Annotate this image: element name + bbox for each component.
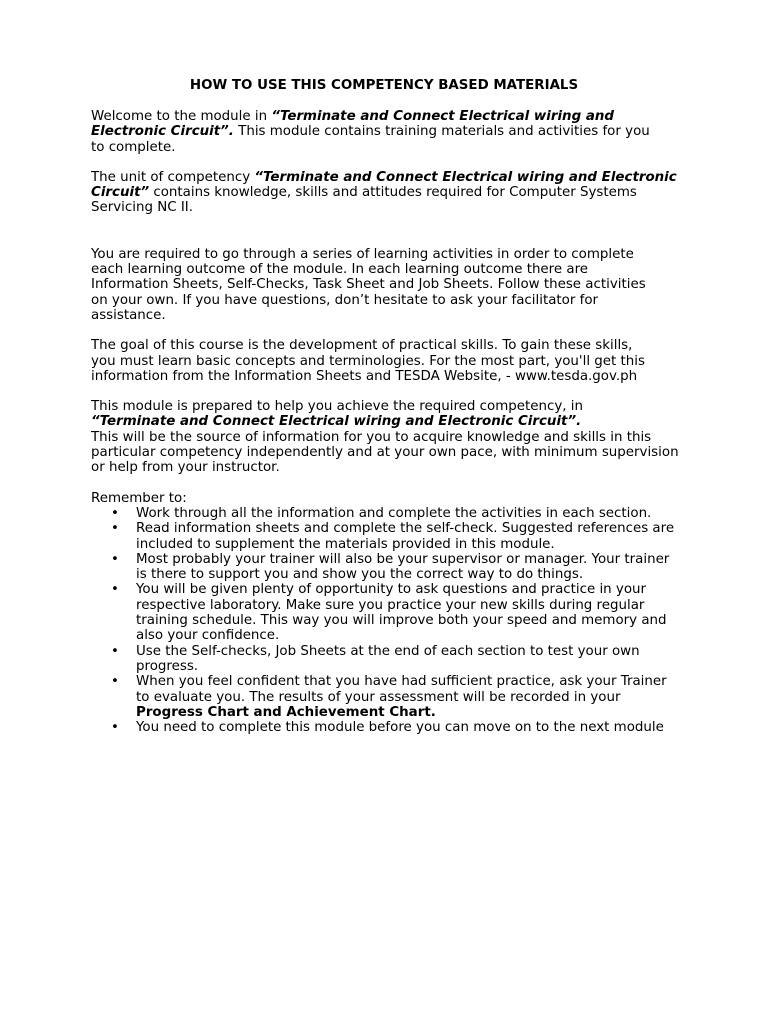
bullet-icon: • <box>111 521 119 537</box>
list-item <box>91 506 684 521</box>
list-item-text: Use the Self-checks, Job Sheets at the end of each section to test your own progress. <box>136 643 640 674</box>
purpose-text-cont: This will be the source of information for you to acquire knowledge and skills in this particular competency independently and at your own pace, with minimum supervision or help from your instructor. <box>91 429 679 476</box>
list-item-text: Most probably your trainer will also be your supervisor or manager. Your trainer is there to support you and show you the correct way to do things. <box>136 551 670 583</box>
intro-text: Welcome to the module in <box>91 109 272 124</box>
intro-text-cont: This module contains training materials and activities for you to complete. <box>91 124 650 155</box>
list-item-text: Work through all the information and complete the activities in each section. <box>136 505 652 521</box>
module-purpose-paragraph <box>91 399 691 475</box>
bullet-icon: • <box>111 582 119 598</box>
bullet-icon: • <box>111 505 119 521</box>
bullet-icon: • <box>111 551 119 567</box>
remember-list <box>91 506 691 735</box>
list-item <box>91 674 684 720</box>
list-item-text: When you feel confident that you have had sufficient practice, ask your Trainer to evaluate you. The results of your assessment will be recorded in your <box>136 674 667 705</box>
list-item <box>91 521 684 552</box>
list-item <box>91 720 684 735</box>
unit-title-emphasis: “Terminate and Connect Electrical wiring and Electronic Circuit” <box>91 169 677 201</box>
intro-paragraph <box>91 109 651 155</box>
module-title-emphasis: “Terminate and Connect Electrical wiring and Electronic Circuit”. <box>91 109 614 140</box>
purpose-title-emphasis: “Terminate and Connect Electrical wiring and Electronic Circuit”. <box>91 414 582 430</box>
unit-of-competency-paragraph <box>91 170 691 216</box>
list-item <box>91 582 684 643</box>
bullet-icon: • <box>111 674 119 690</box>
list-item-text: Read information sheets and complete the self-check. Suggested references are included to supplement the materials provided in this module. <box>136 521 675 552</box>
unit-text: The unit of competency <box>91 169 255 185</box>
remember-label: Remember to: <box>91 490 187 506</box>
document-body <box>91 109 691 735</box>
list-item-text: You need to complete this module before you can move on to the next module <box>136 720 664 736</box>
unit-text-cont: contains knowledge, skills and attitudes required for Computer Systems Servicing NC II. <box>91 185 637 216</box>
progress-chart-emphasis: Progress Chart and Achievement Chart. <box>136 704 436 720</box>
learning-activities-paragraph: You are required to go through a series of learning activities in order to complete each learning outcome of the module. In each learning outcome there are Information Sheets, Self-Checks, Task Sheet and Job Sheets. Follow these activities on your own. If you have questions, don’t hesitate to ask your facilitator for assistance. <box>91 246 646 323</box>
list-item-text: You will be given plenty of opportunity to ask questions and practice in your respective laboratory. Make sure you practice your new skills during regular training schedule. This way you will improve both your speed and memory and also your confidence. <box>136 582 667 644</box>
list-item <box>91 552 684 583</box>
course-goal-paragraph: The goal of this course is the development of practical skills. To gain these skills, you must learn basic concepts and terminologies. For the most part, you'll get this information from the Information Sheets and TESDA Website, - www.tesda.gov.ph <box>91 338 645 384</box>
list-item <box>91 644 684 675</box>
purpose-text: This module is prepared to help you achieve the required competency, in <box>91 399 583 415</box>
document-title: HOW TO USE THIS COMPETENCY BASED MATERIALS <box>189 78 579 93</box>
bullet-icon: • <box>111 720 119 736</box>
bullet-icon: • <box>111 643 119 659</box>
